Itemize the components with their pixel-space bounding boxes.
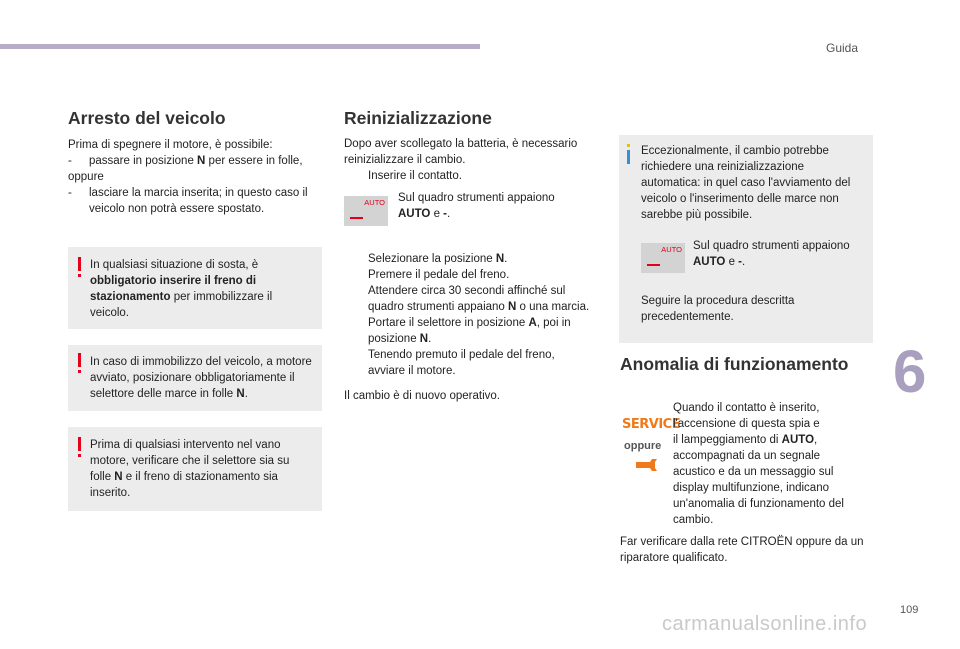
dash-marker: - xyxy=(68,155,72,167)
middle-intro-line1: Dopo aver scollegato la batteria, è necessario xyxy=(344,138,578,150)
auto-icon-label: AUTO xyxy=(364,198,385,207)
middle-panel-e: e xyxy=(430,208,444,220)
auto-icon-label: AUTO xyxy=(661,245,682,254)
middle-panel-line1: Sul quadro strumenti appaiono xyxy=(398,192,555,204)
info-panel-line1: Sul quadro strumenti appaiono xyxy=(693,240,850,252)
info-box-reinit xyxy=(619,135,873,343)
step6-line1: Tenendo premuto il pedale del freno, xyxy=(368,349,555,361)
right-final-text xyxy=(620,534,882,566)
info-icon xyxy=(627,144,630,164)
service-line3-end: , xyxy=(814,434,818,446)
step2-bold: N xyxy=(495,253,505,265)
warning-icon xyxy=(78,257,81,277)
warning-box-engine xyxy=(68,427,322,511)
final-line1: Far verificare dalla rete CITROËN oppure da un xyxy=(620,536,864,548)
middle-panel-end: . xyxy=(447,208,451,220)
box1-line3-bold: stazionamento xyxy=(90,291,171,303)
service-line7: un'anomalia di funzionamento del xyxy=(673,498,844,510)
service-line6: display multifunzione, indicano xyxy=(673,482,829,494)
step5-line2: posizione xyxy=(368,333,420,345)
warning-icon xyxy=(78,437,81,457)
service-line3-bold: AUTO xyxy=(781,434,815,446)
step4-line2: quadro strumenti appaiano xyxy=(368,301,509,313)
box2-line1: In caso di immobilizzo del veicolo, a motore xyxy=(90,356,312,368)
info-line4: veicolo o l'inserimento delle marce non xyxy=(641,193,839,205)
auto-indicator-icon xyxy=(344,196,388,226)
dash2-line1: lasciare la marcia inserita; in questo caso il xyxy=(89,187,308,199)
step3-text: Premere il pedale del freno. xyxy=(368,269,510,281)
right-section-title xyxy=(620,353,880,375)
warning-box-parking xyxy=(68,247,322,329)
middle-title: Reinizializzazione xyxy=(344,108,492,128)
box1-line3: per immobilizzare il xyxy=(170,291,273,303)
box2-line3-bold: N xyxy=(236,388,245,400)
left-title: Arresto del veicolo xyxy=(68,108,226,128)
wrench-icon xyxy=(634,458,660,472)
middle-column xyxy=(344,107,604,129)
step5-line2-end: . xyxy=(428,333,432,345)
box1-line1: In qualsiasi situazione di sosta, è xyxy=(90,259,259,271)
box1-line2: obbligatorio inserire il freno di xyxy=(90,275,257,287)
service-line4: accompagnati da un segnale xyxy=(673,450,821,462)
step2-text: Selezionare la posizione xyxy=(368,253,496,265)
info-follow-line2: precedentemente. xyxy=(641,311,734,323)
info-panel-auto: AUTO xyxy=(693,256,726,268)
info-line5: sarebbe più possibile. xyxy=(641,209,753,221)
warning-box-immobilize xyxy=(68,345,322,411)
chapter-number: 6 xyxy=(893,338,927,405)
info-panel-end: . xyxy=(742,256,746,268)
header-bar xyxy=(0,44,480,49)
step4-end: o una marcia. xyxy=(516,301,590,313)
dash1-text: passare in posizione xyxy=(89,155,198,167)
middle-intro xyxy=(344,136,604,168)
service-icon-label: SERVICE xyxy=(622,417,681,432)
step4-bold: N xyxy=(508,301,517,313)
box1-line4: veicolo. xyxy=(90,307,129,319)
service-line3: il lampeggiamento di xyxy=(673,434,782,446)
info-line1: Eccezionalmente, il cambio potrebbe xyxy=(641,145,829,157)
info-follow-line1: Seguire la procedura descritta xyxy=(641,295,795,307)
box2-line3-end: . xyxy=(244,388,248,400)
middle-outro: Il cambio è di nuovo operativo. xyxy=(344,390,500,402)
info-panel-e: e xyxy=(725,256,739,268)
box3-line2: motore, verificare che il selettore sia su xyxy=(90,455,290,467)
service-icon-oppure: oppure xyxy=(624,440,662,452)
step6-line2: avviare il motore. xyxy=(368,365,456,377)
step5-bold-n: N xyxy=(419,333,429,345)
step5-line1: Portare il selettore in posizione xyxy=(368,317,529,329)
service-line8: cambio. xyxy=(673,514,714,526)
section-title: Guida xyxy=(826,41,859,55)
service-line5: acustico e da un messaggio sul xyxy=(673,466,834,478)
service-line1: Quando il contatto è inserito, xyxy=(673,402,820,414)
box3-line3-bold: N xyxy=(114,471,123,483)
warning-icon xyxy=(78,353,81,373)
service-warning-icon xyxy=(622,417,681,478)
info-line2: richiedere una reinizializzazione xyxy=(641,161,805,173)
step1-text: Inserire il contatto. xyxy=(368,170,462,182)
middle-panel-dash: - xyxy=(443,208,448,220)
left-oppure: oppure xyxy=(68,171,104,183)
left-column xyxy=(68,107,328,129)
middle-intro-line2: reinizializzare il cambio. xyxy=(344,154,466,166)
step4-line1: Attendere circa 30 secondi affinché sul xyxy=(368,285,566,297)
box3-line3-end: e il freno di stazionamento sia xyxy=(122,471,278,483)
service-line2: l'accensione di questa spia e xyxy=(673,418,820,430)
box3-line1: Prima di qualsiasi intervento nel vano xyxy=(90,439,281,451)
page-number: 109 xyxy=(900,604,919,616)
service-description xyxy=(673,400,873,528)
info-panel-dash: - xyxy=(738,256,743,268)
auto-indicator-icon xyxy=(641,243,685,273)
step2-end: . xyxy=(504,253,508,265)
middle-panel-auto: AUTO xyxy=(398,208,431,220)
info-line3: automatica: in quel caso l'avviamento del xyxy=(641,177,851,189)
dash-marker: - xyxy=(68,187,72,199)
box3-line3: folle xyxy=(90,471,115,483)
box2-line2: avviato, posizionare obbligatoriamente il xyxy=(90,372,295,384)
watermark: carmanualsonline.info xyxy=(662,613,868,635)
box2-line3: selettore delle marce in folle xyxy=(90,388,237,400)
dash2-line2: veicolo non potrà essere spostato. xyxy=(89,203,265,215)
right-title: Anomalia di funzionamento xyxy=(620,354,849,374)
dash1-text-end: per essere in folle, xyxy=(205,155,303,167)
step5-bold-a: A xyxy=(528,317,537,329)
left-intro: Prima di spegnere il motore, è possibile: xyxy=(68,139,273,151)
box3-line4: inserito. xyxy=(90,487,131,499)
middle-panel-text xyxy=(398,190,598,222)
step5-line1-end: , poi in xyxy=(536,317,571,329)
dash1-bold: N xyxy=(197,155,206,167)
final-line2: riparatore qualificato. xyxy=(620,552,728,564)
